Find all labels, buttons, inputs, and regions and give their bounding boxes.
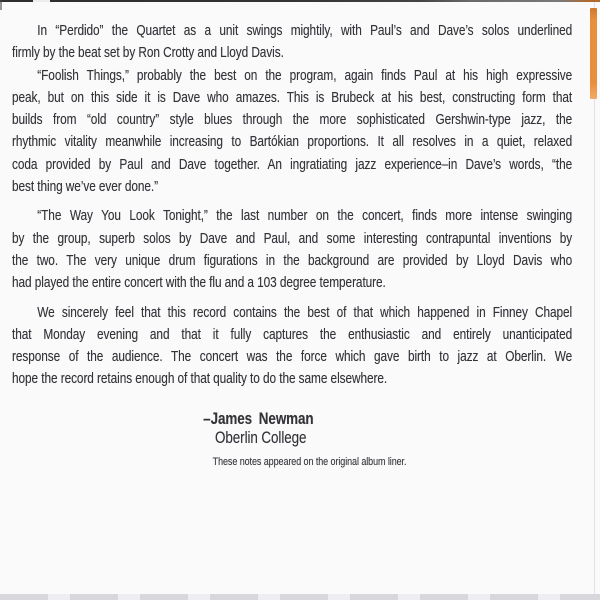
- text-line: response of the audience. The concert was the force which gave birth to jazz at Oberlin. We: [12, 348, 573, 366]
- footnote: These notes appeared on the original album liner.: [212, 455, 407, 468]
- text-line: best thing we’ve ever done.”: [12, 178, 159, 196]
- text-line: firmly by the beat set by Ron Crotty and Lloyd Davis.: [12, 44, 284, 62]
- text-line: “Foolish Things,” probably the best on the program, again finds Paul at his high expressive: [37, 66, 573, 84]
- liner-notes-content: [12, 20, 572, 469]
- text-line: In “Perdido” the Quartet as a unit swings mightily, with Paul’s and Dave’s solos underlined: [37, 22, 573, 39]
- text-line: the two. The very unique drum figurations in the background are provided by Lloyd Davis who: [12, 251, 573, 269]
- text-line: hope the record retains enough of that quality to do the same elsewhere.: [12, 370, 388, 388]
- text-line: “The Way You Look Tonight,” the last number on the concert, finds more intense swinging: [37, 207, 573, 225]
- text-line: peak, but on this side it is Dave who amazes. This is Brubeck at his best, constructing form that: [12, 88, 573, 106]
- text-line: by the group, superb solos by Dave and Paul, and some interesting contrapuntal inventions by: [12, 229, 573, 247]
- paragraph: [12, 20, 572, 65]
- paragraph: [12, 302, 572, 391]
- scan-bottom-edge: [0, 594, 600, 600]
- text-column: [12, 20, 572, 469]
- signature-affiliation: Oberlin College: [215, 427, 307, 447]
- text-line: builds from “old country” style blues through the more sophisticated Gershwin-type jazz, the: [12, 111, 573, 129]
- signature-block: [203, 409, 572, 447]
- text-line: coda provided by Paul and Dave together. An ingratiating jazz experience–in Dave’s words, “the: [12, 155, 573, 173]
- liner-notes-text: [12, 20, 572, 391]
- text-line: that Monday evening and that it fully captures the enthusiastic and entirely unanticipated: [12, 325, 573, 343]
- text-line: had played the entire concert with the flu and a 103 degree temperature.: [12, 274, 386, 292]
- text-line: We sincerely feel that this record contains the best of that which happened in Finney Chapel: [37, 303, 573, 321]
- signature-name: –James Newman: [203, 408, 314, 428]
- scan-top-edge: [0, 0, 600, 2]
- paragraph: [12, 65, 572, 199]
- orange-accent-stripe: [590, 8, 597, 99]
- scan-left-corner: [0, 0, 2, 10]
- text-line: rhythmic vitality meanwhile increasing to Bartókian proportions. It all resolves in a quiet, relaxed: [12, 133, 573, 151]
- paragraph: [12, 205, 572, 294]
